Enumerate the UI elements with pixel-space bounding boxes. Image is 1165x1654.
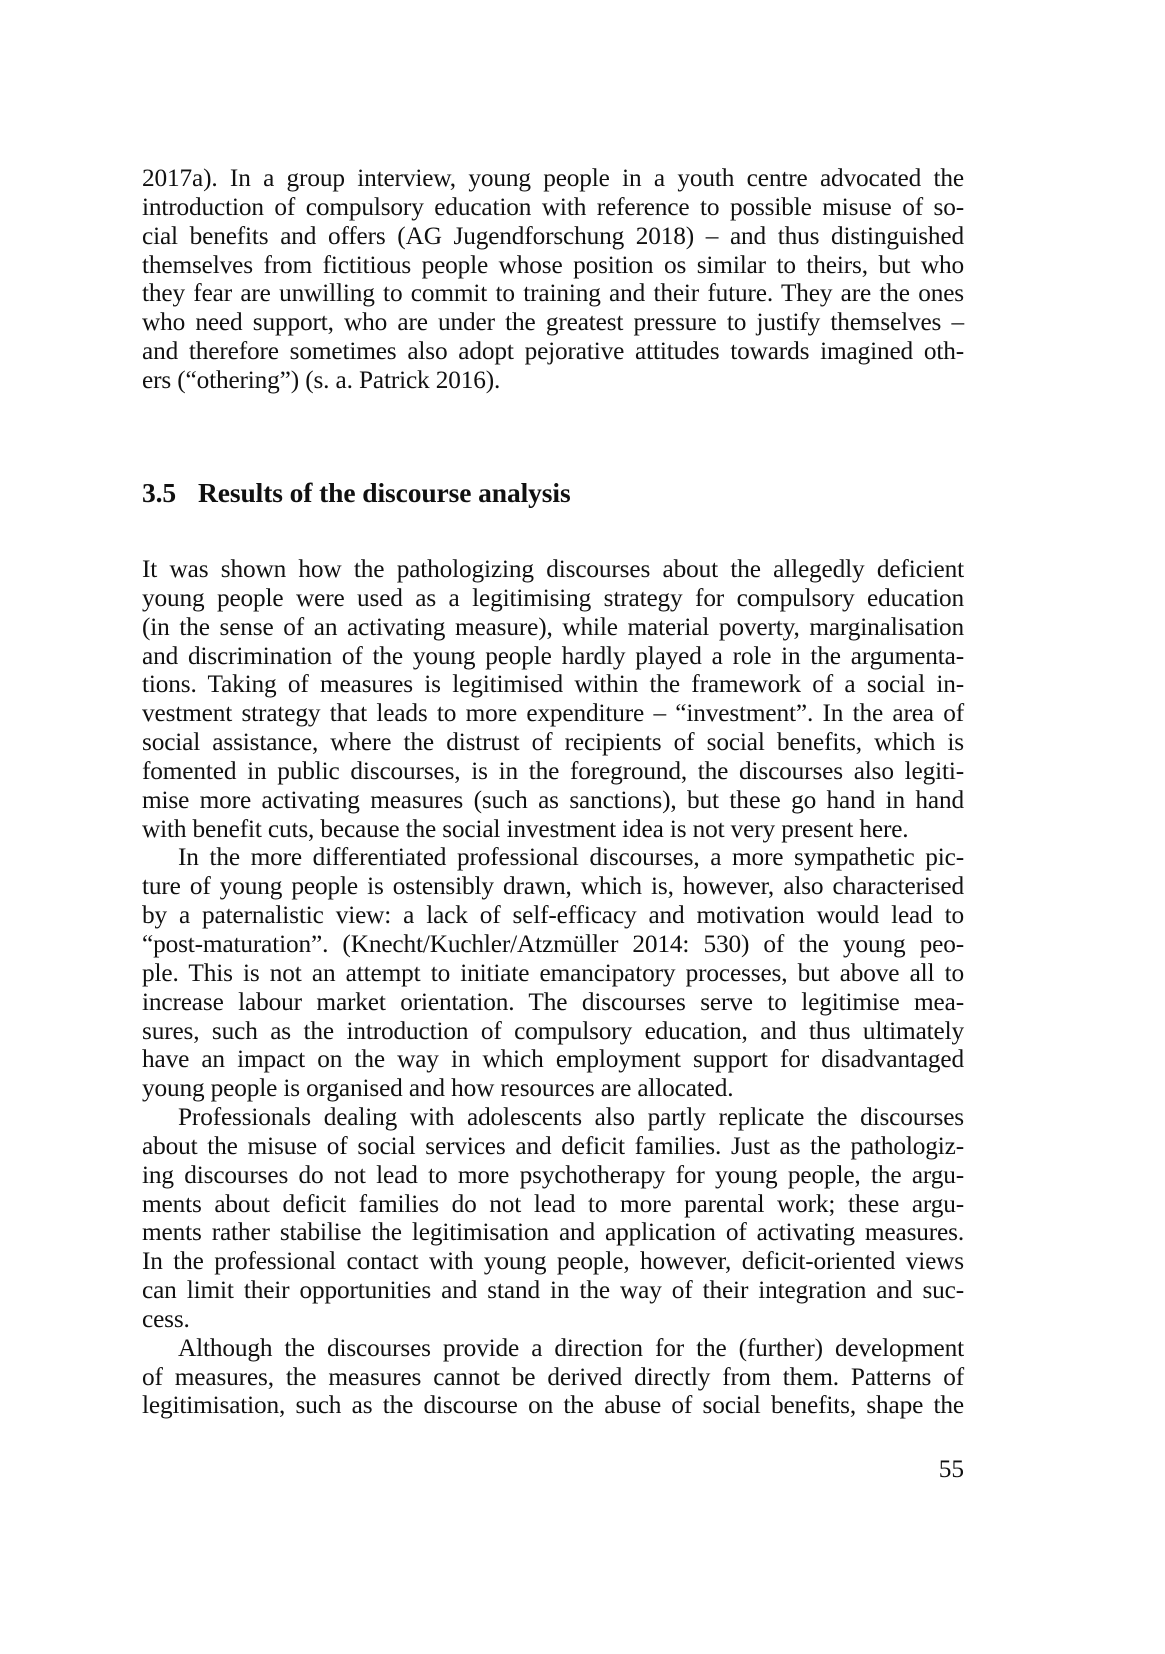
text-line: mise more activating measures (such as sanctions), but these go hand in hand: [142, 785, 964, 814]
text-line: with benefit cuts, because the social investment idea is not very present here.: [142, 814, 909, 843]
text-line: tions. Taking of measures is legitimised within the framework of a social in-: [142, 670, 964, 699]
text-line: In the professional contact with young people, however, deficit-oriented views: [142, 1247, 964, 1276]
text-line: they fear are unwilling to commit to training and their future. They are the ones: [142, 279, 964, 308]
text-line: fomented in public discourses, is in the foreground, the discourses also legiti-: [142, 756, 964, 785]
section-heading: [142, 476, 571, 510]
text-line: “post-maturation”. (Knecht/Kuchler/Atzmüller 2014: 530) of the young peo-: [142, 929, 964, 958]
text-line: ments rather stabilise the legitimisation and application of activating measures.: [142, 1218, 964, 1247]
text-line: It was shown how the pathologizing discourses about the allegedly deficient: [142, 555, 964, 583]
text-line: ture of young people is ostensibly drawn, which is, however, also characterised: [142, 872, 964, 901]
text-line: by a paternalistic view: a lack of self-efficacy and motivation would lead to: [142, 901, 964, 930]
text-line: about the misuse of social services and deficit families. Just as the pathologiz-: [142, 1131, 964, 1160]
paragraph-2: [142, 843, 964, 1103]
text-line: themselves from fictitious people whose position os similar to theirs, but who: [142, 250, 964, 279]
text-line: ments about deficit families do not lead to more parental work; these argu-: [142, 1189, 964, 1218]
text-line: ple. This is not an attempt to initiate emancipatory processes, but above all to: [142, 958, 964, 987]
text-line: ers (“othering”) (s. a. Patrick 2016).: [142, 365, 501, 394]
text-line: young people is organised and how resources are allocated.: [142, 1074, 734, 1103]
paragraph-3: [142, 1103, 964, 1334]
text-line: legitimisation, such as the discourse on the abuse of social benefits, shape the: [142, 1391, 964, 1420]
text-line: (in the sense of an activating measure), while material poverty, marginalisation: [142, 612, 964, 641]
text-line: who need support, who are under the greatest pressure to justify themselves –: [142, 308, 964, 337]
text-line: can limit their opportunities and stand in the way of their integration and suc-: [142, 1276, 964, 1305]
section-title: Results of the discourse analysis: [198, 477, 571, 508]
text-line: Although the discourses provide a direction for the (further) development: [178, 1333, 964, 1362]
text-line: increase labour market orientation. The discourses serve to legitimise mea-: [142, 987, 964, 1016]
text-line: social assistance, where the distrust of recipients of social benefits, which is: [142, 728, 964, 757]
text-line: In the more differentiated professional discourses, a more sympathetic pic-: [178, 843, 964, 872]
text-line: ing discourses do not lead to more psychotherapy for young people, the argu-: [142, 1160, 964, 1189]
text-line: vestment strategy that leads to more expenditure – “investment”. In the area of: [142, 699, 964, 728]
text-line: and discrimination of the young people hardly played a role in the argumenta-: [142, 641, 964, 670]
section-number: 3.5: [142, 477, 177, 508]
paragraph-1: [142, 555, 964, 843]
text-line: introduction of compulsory education with reference to possible misuse of so-: [142, 192, 964, 221]
text-line: and therefore sometimes also adopt pejorative attitudes towards imagined oth-: [142, 337, 964, 366]
text-line: young people were used as a legitimising strategy for compulsory education: [142, 583, 964, 612]
page-number: 55: [938, 1455, 964, 1483]
text-line: Professionals dealing with adolescents also partly replicate the discourses: [178, 1103, 964, 1132]
text-line: of measures, the measures cannot be derived directly from them. Patterns of: [142, 1362, 964, 1391]
text-line: have an impact on the way in which employment support for disadvantaged: [142, 1045, 964, 1074]
continuation-paragraph: [142, 164, 964, 395]
text-line: sures, such as the introduction of compulsory education, and thus ultimately: [142, 1016, 964, 1045]
paragraph-4: [142, 1334, 964, 1421]
text-line: cial benefits and offers (AG Jugendforschung 2018) – and thus distinguished: [142, 221, 964, 250]
text-line: 2017a). In a group interview, young people in a youth centre advocated the: [142, 164, 964, 192]
section-body: [142, 555, 964, 1420]
paragraph-continued: [142, 164, 964, 395]
text-line: cess.: [142, 1304, 190, 1333]
